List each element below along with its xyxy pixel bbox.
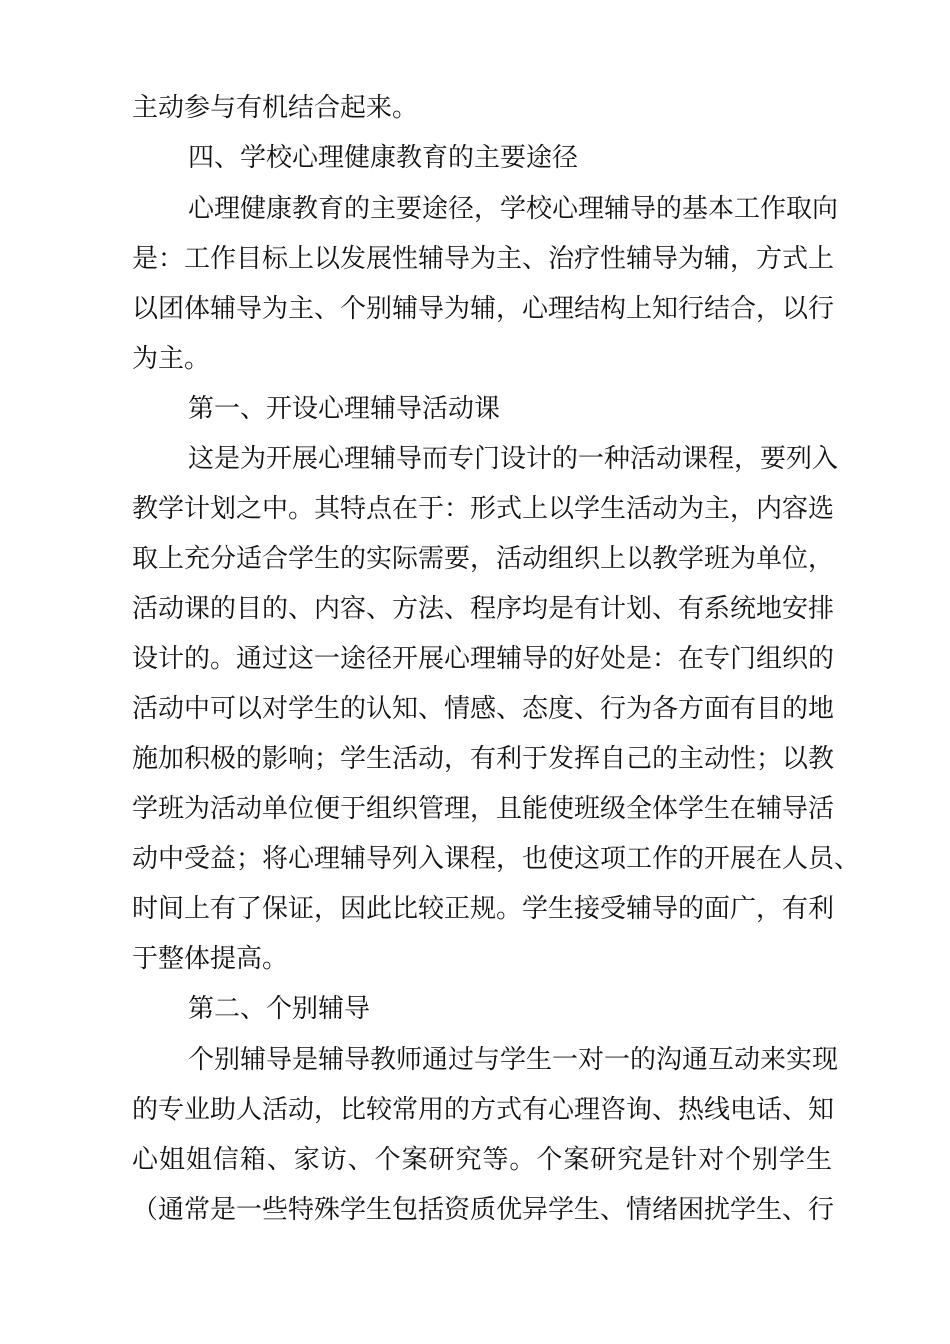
text-line: 是：工作目标上以发展性辅导为主、治疗性辅导为辅，方式上: [132, 244, 835, 274]
text-line: 活动中可以对学生的认知、情感、态度、行为各方面有目的地: [132, 694, 835, 724]
text-line: 的专业助人活动，比较常用的方式有心理咨询、热线电话、知: [132, 1095, 835, 1125]
text-line: 时间上有了保证，因此比较正规。学生接受辅导的面广，有利: [132, 894, 835, 924]
text-line: 教学计划之中。其特点在于：形式上以学生活动为主，内容选: [132, 494, 835, 524]
text-line: 心姐姐信箱、家访、个案研究等。个案研究是针对个别学生: [132, 1145, 832, 1175]
text-line: 动中受益；将心理辅导列入课程，也使这项工作的开展在人员、: [132, 844, 861, 874]
text-line: 设计的。通过这一途径开展心理辅导的好处是：在专门组织的: [132, 644, 835, 674]
text-line: 这是为开展心理辅导而专门设计的一种活动课程，要列入: [188, 444, 839, 474]
text-line: 活动课的目的、内容、方法、程序均是有计划、有系统地安排: [132, 594, 835, 624]
text-line: 心理健康教育的主要途径，学校心理辅导的基本工作取向: [188, 194, 839, 224]
text-line: 主动参与有机结合起来。: [132, 93, 419, 123]
text-line: 学班为活动单位便于组织管理，且能使班级全体学生在辅导活: [132, 794, 835, 824]
text-line: 以团体辅导为主、个别辅导为辅，心理结构上知行结合，以行: [132, 294, 835, 324]
text-line: 个别辅导是辅导教师通过与学生一对一的沟通互动来实现: [188, 1045, 839, 1075]
text-line: （通常是一些特殊学生包括资质优异学生、情绪困扰学生、行: [132, 1195, 835, 1225]
subsection-heading: 第二、个别辅导: [188, 994, 371, 1024]
text-line: 为主。: [132, 344, 211, 374]
section-heading: 四、学校心理健康教育的主要途径: [188, 143, 579, 173]
text-line: 取上充分适合学生的实际需要，活动组织上以教学班为单位，: [132, 544, 835, 574]
text-line: 于整体提高。: [132, 944, 289, 974]
text-line: 施加积极的影响；学生活动，有利于发挥自己的主动性；以教: [132, 744, 835, 774]
subsection-heading: 第一、开设心理辅导活动课: [188, 394, 501, 424]
